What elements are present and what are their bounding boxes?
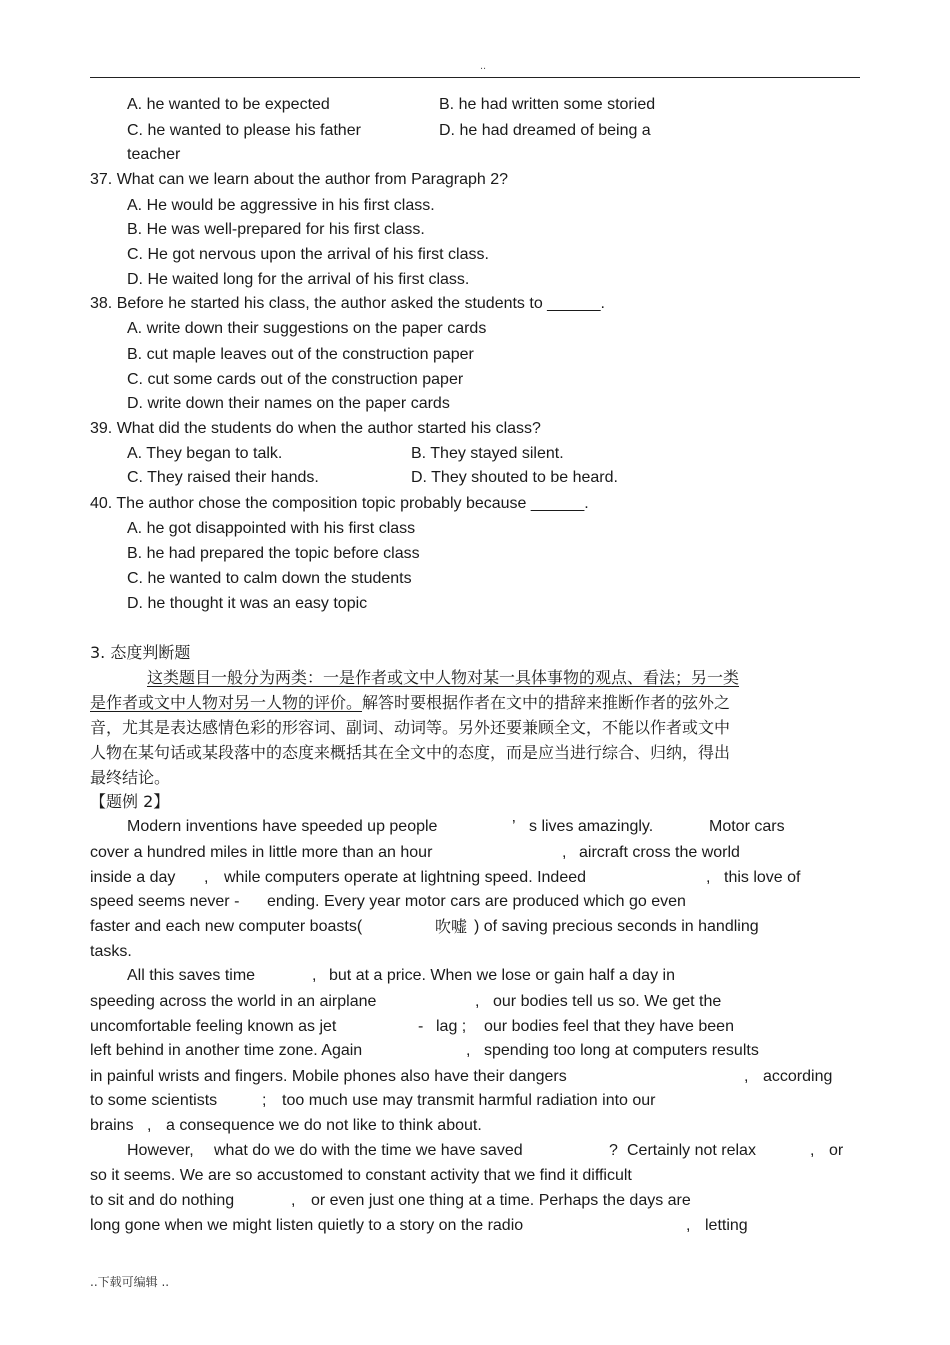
q40-option-a: A. he got disappointed with his first class [127,520,416,537]
q40-option-d: D. he thought it was an easy topic [127,595,368,612]
q36-option-a: A. he wanted to be expected [127,96,330,113]
q39-option-c: C. They raised their hands. [127,469,319,486]
q39-option-a: A. They began to talk. [127,445,283,462]
section-3-heading: 3. 态度判断题 [90,643,191,662]
q39-option-d: D. They shouted to be heard. [411,469,618,486]
header-mark: .. [480,60,487,72]
section-3-line-4: 人物在某句话或某段落中的态度来概括其在全文中的态度，而是应当进行综合、归纳，得出 [90,743,731,762]
section-3-line-5: 最终结论。 [90,768,171,787]
q39-stem: 39. What did the students do when the author started his class? [90,420,541,437]
q36-option-b: B. he had written some storied [439,96,656,113]
q38-option-c: C. cut some cards out of the construction paper [127,371,464,388]
q38-option-d: D. write down their names on the paper cards [127,395,450,412]
q38-stem: 38. Before he started his class, the author asked the students to ______. [90,295,605,312]
q37-option-b: B. He was well-prepared for his first class. [127,221,425,238]
q37-option-d: D. He waited long for the arrival of his first class. [127,271,470,288]
header-rule [90,77,860,78]
section-3-line-3: 音，尤其是表达感情色彩的形容词、副词、动词等。另外还要兼顾全文，不能以作者或文中 [90,718,731,737]
section-3-line-1: 这类题目一般分为两类：一是作者或文中人物对某一具体事物的观点、看法；另一类 [147,668,740,687]
q40-option-b: B. he had prepared the topic before class [127,545,420,562]
q38-option-b: B. cut maple leaves out of the construction paper [127,346,474,363]
q40-stem: 40. The author chose the composition topic probably because ______. [90,495,589,512]
example-label: 【题例 2】 [90,792,170,811]
footer-text: ..下载可编辑 .. [90,1275,170,1289]
q36-option-d: D. he had dreamed of being a [439,122,651,139]
q37-option-a: A. He would be aggressive in his first class. [127,197,435,214]
q36-option-d-cont: teacher [127,146,181,163]
q40-option-c: C. he wanted to calm down the students [127,570,412,587]
section-3-line-2: 是作者或文中人物对另一人物的评价。解答时要根据作者在文中的措辞来推断作者的弦外之 [90,693,731,712]
q37-option-c: C. He got nervous upon the arrival of his first class. [127,246,489,263]
q39-option-b: B. They stayed silent. [411,445,564,462]
q36-option-c: C. he wanted to please his father [127,122,361,139]
q37-stem: 37. What can we learn about the author from Paragraph 2? [90,171,509,188]
q38-option-a: A. write down their suggestions on the paper cards [127,320,487,337]
